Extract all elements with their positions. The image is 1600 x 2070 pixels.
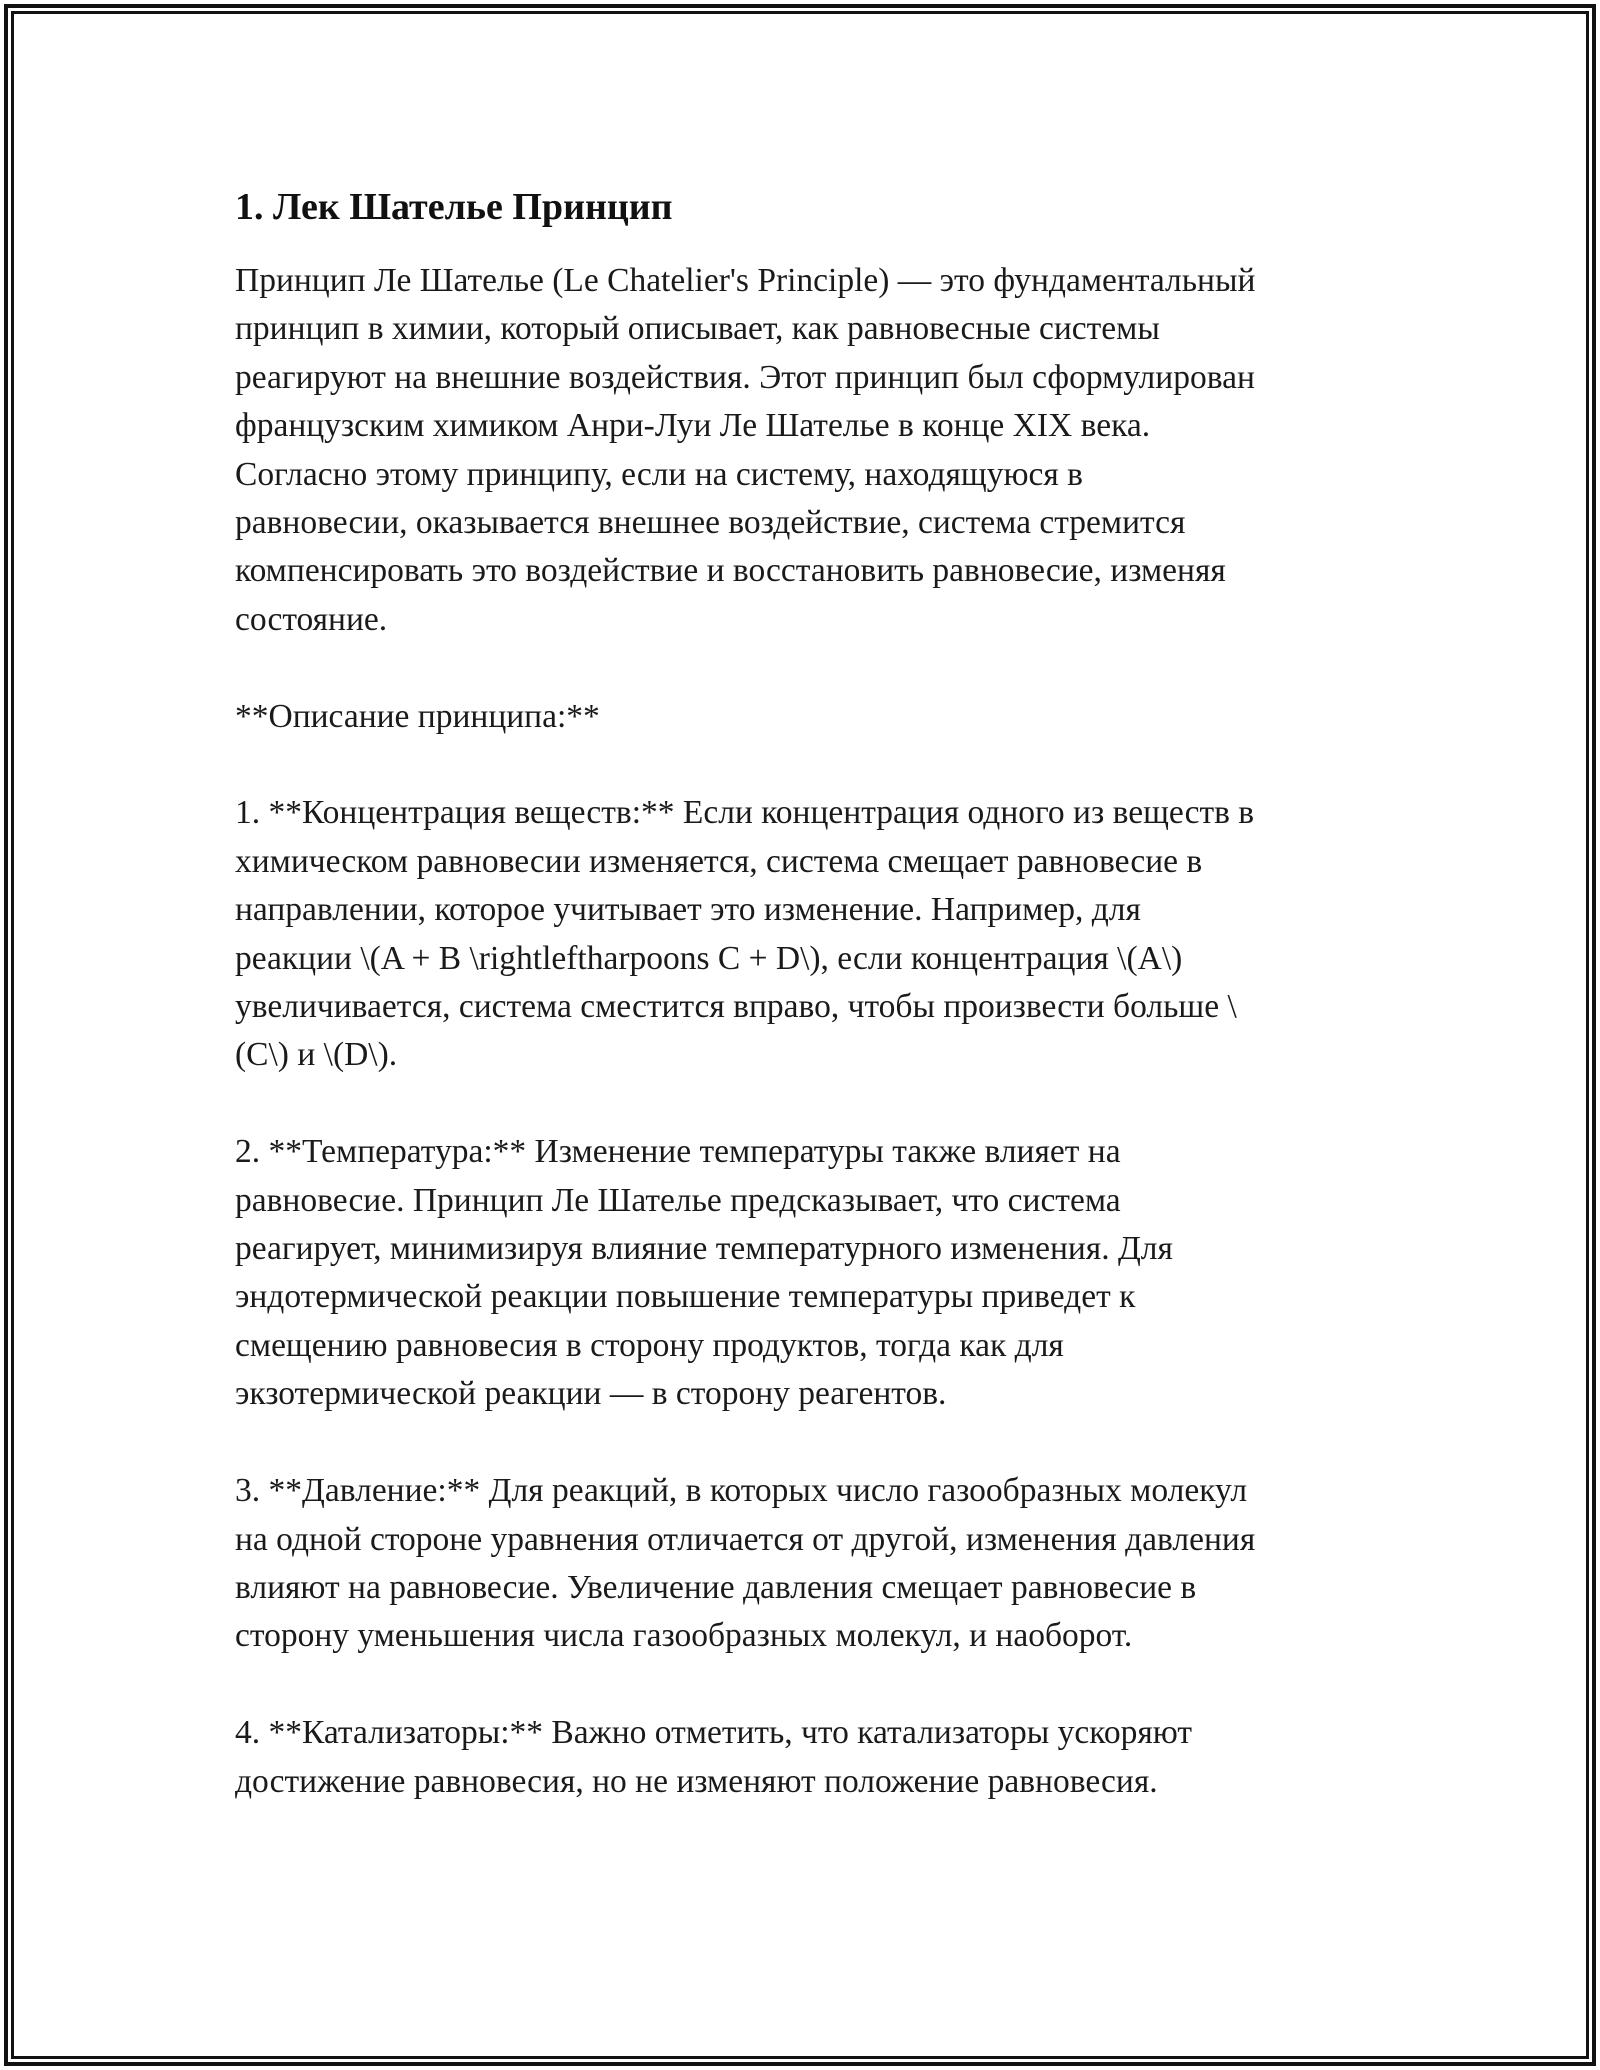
paragraph-gap xyxy=(235,644,1370,692)
list-item-temperature: 2. **Температура:** Изменение температуры также влияет на равновесие. Принцип Ле Шателье предсказывает, что система реагирует, минимизируя влияние температурного изменения. Для эндотермической реакции повышение температуры приведет к смещению равновесия в сторону продуктов, тогда как для экзотермической реакции — в сторону реагентов. xyxy=(235,1133,1173,1413)
section-label: **Описание принципа:** xyxy=(235,697,600,735)
paragraph-gap xyxy=(235,1661,1370,1709)
paragraph-gap xyxy=(235,1419,1370,1467)
intro-paragraph: Принцип Ле Шателье (Le Chatelier's Principle) — это фундаментальный принцип в химии, который описывает, как равновесные системы реагируют на внешние воздействия. Этот принцип был сформулирован французским химиком Анри-Луи Ле Шателье в конце XIX века. Согласно этому принципу, если на систему, находящуюся в равновесии, оказывается внешнее воздействие, система стремится компенсировать это воздействие и восстановить равновесие, изменяя состояние. xyxy=(235,262,1256,638)
list-item-catalysts: 4. **Катализаторы:** Важно отметить, что катализаторы ускоряют достижение равновесия, но не изменяют положение равновесия. xyxy=(235,1714,1192,1800)
list-item-concentration: 1. **Концентрация веществ:** Если концентрация одного из веществ в химическом равновесии изменяется, система смещает равновесие в направлении, которое учитывает это изменение. Например, для реакции \(A + B \rightleftharpoons C + D\), если концентрация \(A\) увеличивается, система сместится вправо, чтобы произвести больше \ (C\) и \(D\). xyxy=(235,794,1255,1074)
document-heading: 1. Лек Шателье Принцип xyxy=(235,186,673,228)
paragraph-gap xyxy=(235,1080,1370,1128)
list-item-pressure: 3. **Давление:** Для реакций, в которых число газообразных молекул на одной стороне уравнения отличается от другой, изменения давления влияют на равновесие. Увеличение давления смещает равновесие в сторону уменьшения числа газообразных молекул, и наоборот. xyxy=(235,1472,1256,1655)
document-body xyxy=(235,183,1370,1806)
paragraph-gap xyxy=(235,741,1370,789)
